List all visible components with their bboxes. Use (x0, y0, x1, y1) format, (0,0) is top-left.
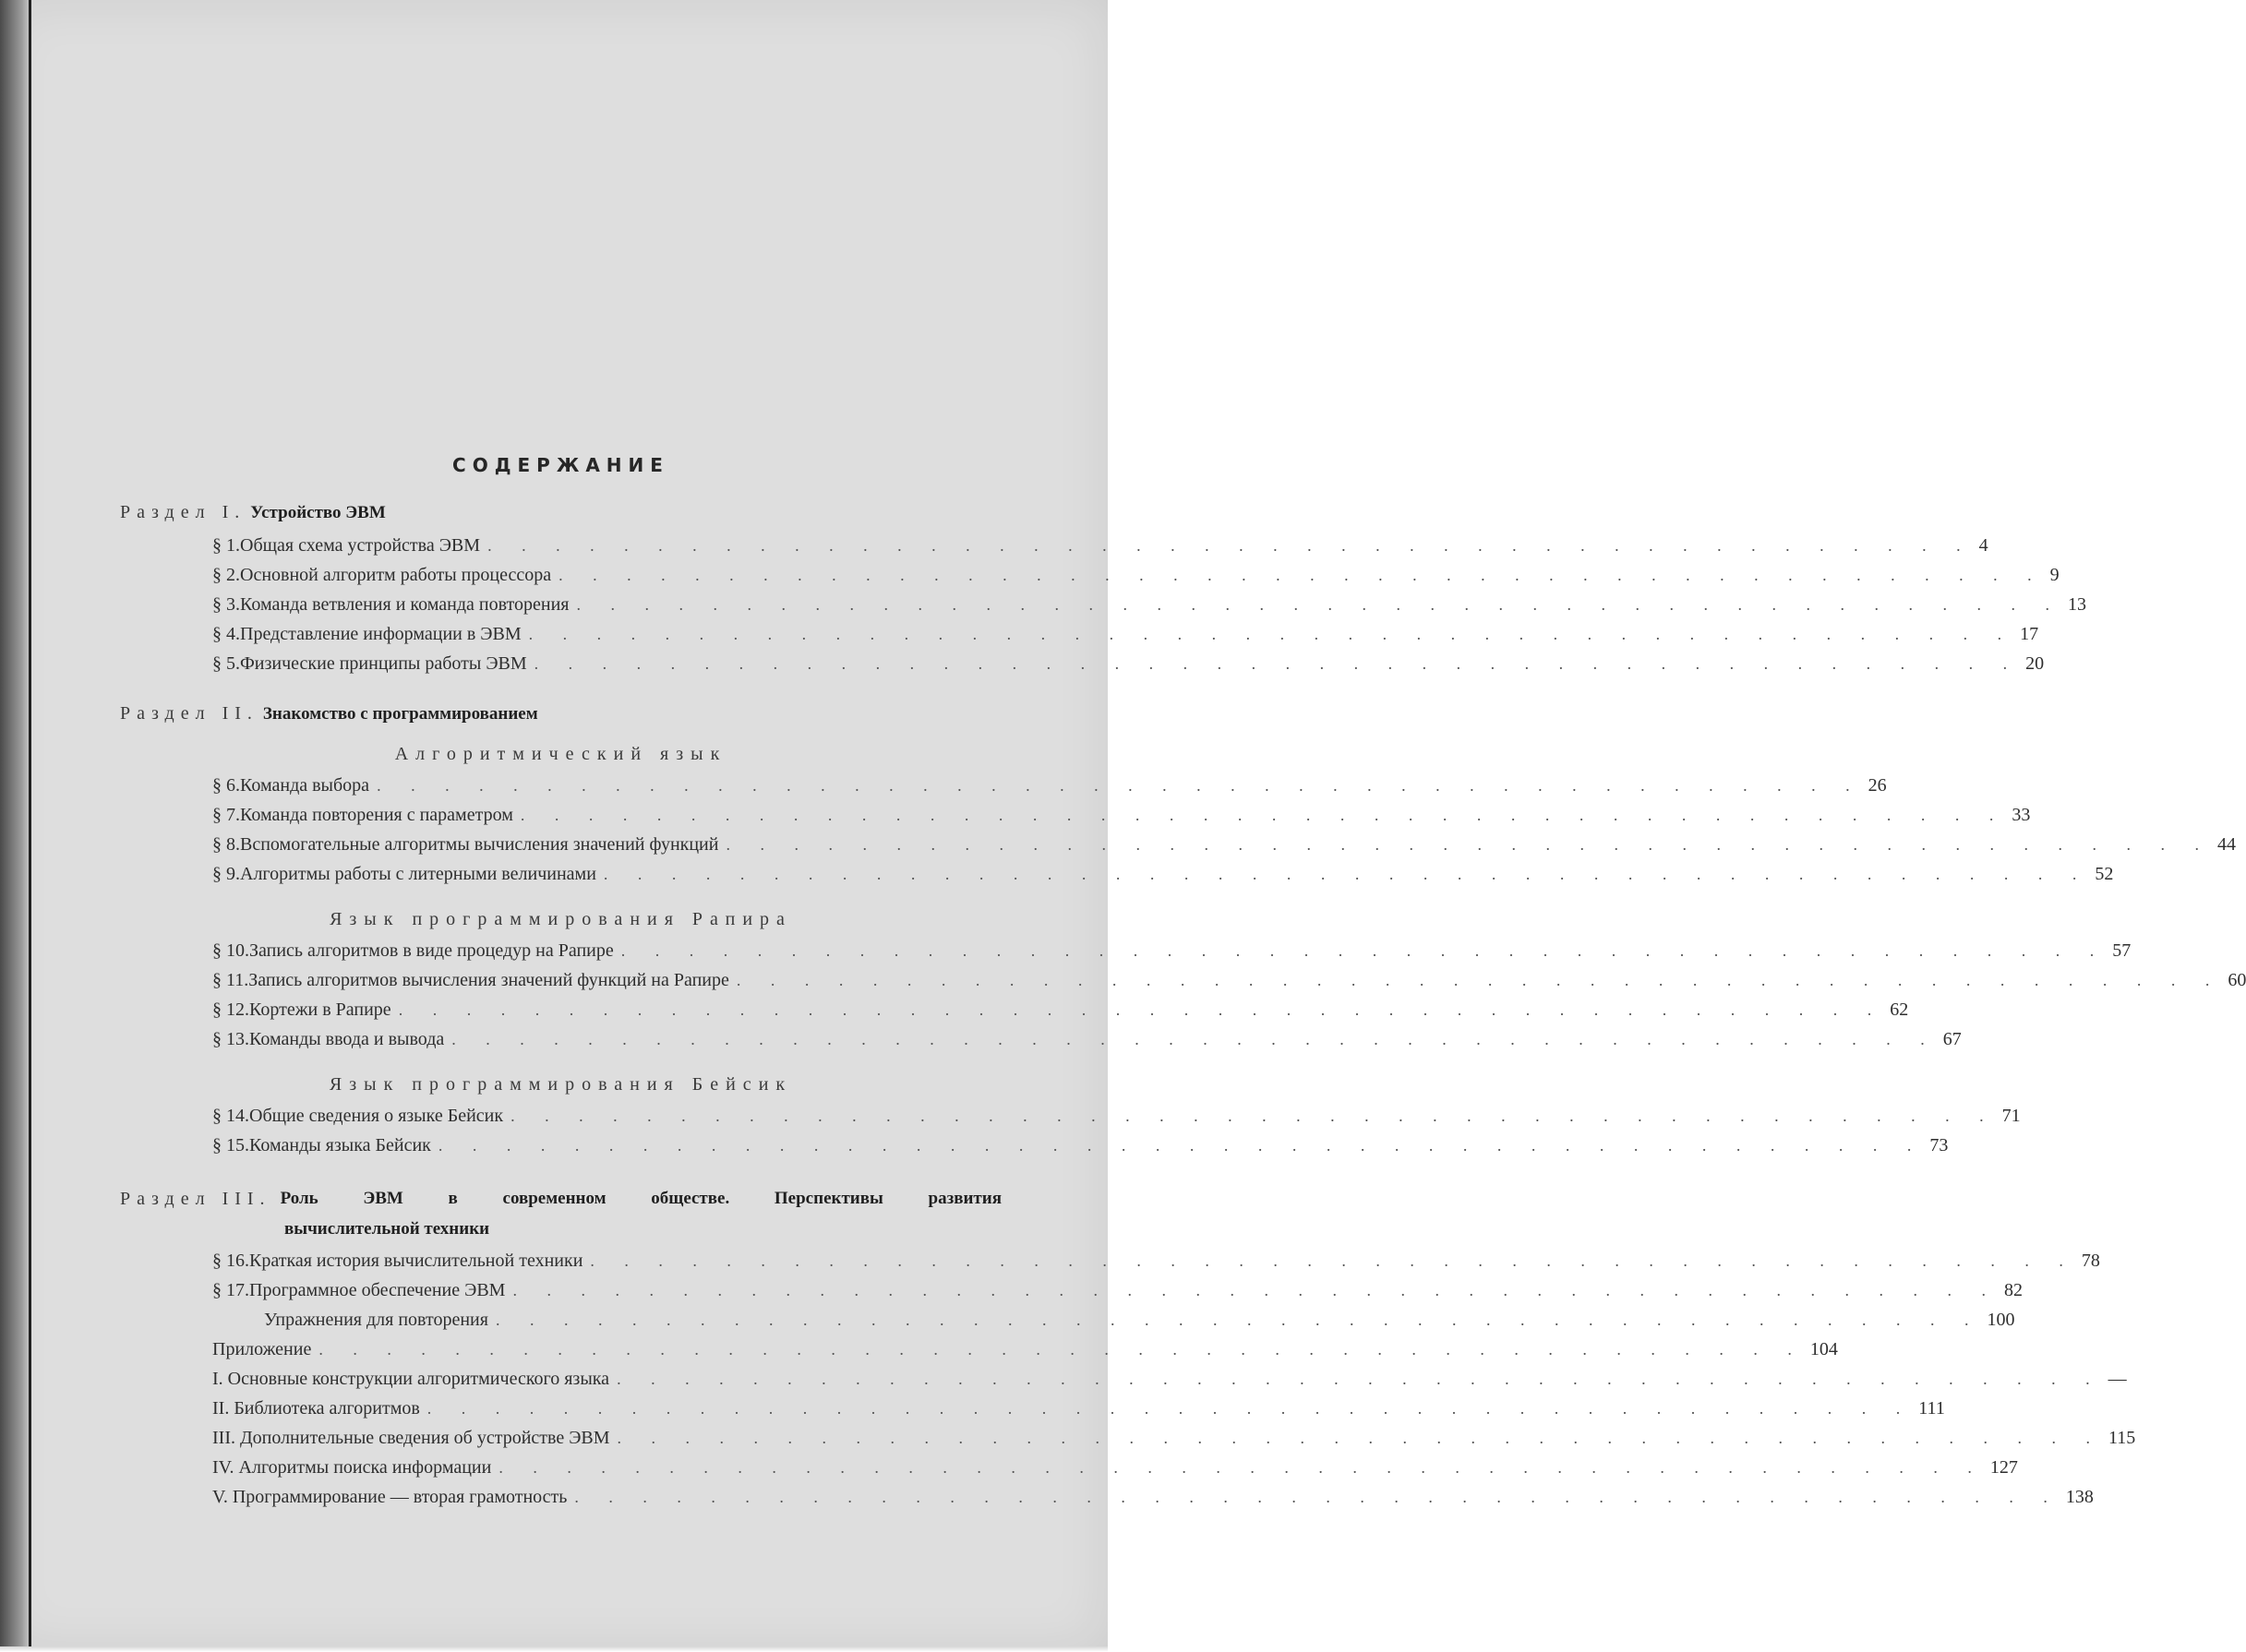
section-label: Раздел I. (120, 502, 246, 522)
dot-leader: . . . . . . . . . . . . . . . . . . . . . . . . . . . . . . . . . . . . . . . . . . . . (534, 654, 2021, 673)
dot-leader: . . . . . . . . . . . . . . . . . . . . . . . . . . . . . . . . . . . . . . . . . . . . (736, 971, 2223, 989)
entry-page-number: 138 (2065, 1487, 2094, 1507)
toc-entry[interactable] (212, 653, 2045, 683)
toc-entry[interactable] (212, 1135, 1949, 1165)
dot-leader: . . . . . . . . . . . . . . . . . . . . . . . . . . . . . . . . . . . . . . . . . . . . (512, 1281, 1999, 1299)
toc-entry[interactable] (212, 1280, 2023, 1310)
dot-leader: . . . . . . . . . . . . . . . . . . . . . . . . . . . . . . . . . . . . . . . . . . . . (576, 595, 2062, 614)
dot-leader: . . . . . . . . . . . . . . . . . . . . . . . . . . . . . . . . . . . . . . . . . . . . (617, 1370, 2103, 1388)
subheading-basic: Язык программирования Бейсик (329, 1074, 793, 1095)
toc-entry[interactable] (212, 1339, 1838, 1369)
section-2-heading (120, 699, 1002, 729)
page-edge (0, 1646, 1108, 1652)
toc-entry[interactable] (212, 805, 2031, 834)
entry-title: Общие сведения о языке Бейсик (249, 1106, 504, 1126)
dot-leader: . . . . . . . . . . . . . . . . . . . . . . . . . . . . . . . . . . . . . . . . . . . . (398, 1000, 1885, 1019)
dot-leader: . . . . . . . . . . . . . . . . . . . . . . . . . . . . . . . . . . . . . . . . . . . . (558, 566, 2045, 584)
entry-title: Краткая история вычислительной техники (249, 1251, 583, 1271)
toc-entry[interactable] (212, 1487, 2094, 1516)
entry-page-number: 67 (1942, 1029, 1962, 1049)
section-name: Знакомство с программированием (262, 704, 538, 724)
subheading-algorithmic-language: Алгоритмический язык (394, 744, 727, 764)
entry-page-number: 44 (2216, 834, 2236, 855)
toc-entry[interactable] (212, 864, 2114, 893)
entry-title: Упражнения для повторения (264, 1310, 488, 1330)
dot-leader: . . . . . . . . . . . . . . . . . . . . . . . . . . . . . . . . . . . . . . . . . . . . (487, 536, 1974, 555)
entry-page-number: — (2108, 1369, 2127, 1389)
toc-entry[interactable] (212, 1428, 2136, 1457)
toc-entry[interactable] (212, 535, 1988, 565)
entry-title: Кортежи в Рапире (249, 1000, 391, 1020)
toc-entry[interactable] (212, 1310, 2015, 1339)
entry-page-number: 115 (2108, 1428, 2136, 1448)
entry-title: III. Дополнительные сведения об устройстве ЭВМ (212, 1428, 610, 1448)
entry-page-number: 78 (2081, 1251, 2100, 1271)
entry-title: Алгоритмы работы с литерными величинами (240, 864, 596, 884)
toc-entry[interactable] (212, 1000, 1909, 1029)
dot-leader: . . . . . . . . . . . . . . . . . . . . . . . . . . . . . . . . . . . . . . . . . . . . (495, 1311, 1982, 1329)
entry-page-number: 17 (2020, 624, 2039, 644)
entry-page-number: 60 (2228, 970, 2246, 990)
toc-entry[interactable] (212, 594, 2086, 624)
entry-page-number: 111 (1918, 1398, 1945, 1419)
entry-page-number: 20 (2025, 653, 2045, 674)
entry-page-number: 127 (1989, 1457, 2018, 1478)
dot-leader: . . . . . . . . . . . . . . . . . . . . . . . . . . . . . . . . . . . . . . . . . . . . (377, 776, 1863, 795)
dot-leader: . . . . . . . . . . . . . . . . . . . . . . . . . . . . . . . . . . . . . . . . . . . . (520, 806, 2007, 824)
entry-title: Команда ветвления и команда повторения (240, 594, 570, 615)
toc-entry[interactable] (212, 1457, 2018, 1487)
entry-page-number: 33 (2012, 805, 2031, 825)
toc-entry[interactable] (212, 1398, 1945, 1428)
book-spine (0, 0, 31, 1652)
dot-leader: . . . . . . . . . . . . . . . . . . . . . . . . . . . . . . . . . . . . . . . . . . . . (438, 1136, 1925, 1155)
entry-page-number: 100 (1987, 1310, 2015, 1330)
section-3-heading (120, 1184, 1002, 1244)
page-title: СОДЕРЖАНИЕ (452, 454, 669, 476)
toc-entry[interactable] (212, 940, 2132, 970)
entry-number: § 3. (212, 594, 240, 615)
entry-number: § 2. (212, 565, 240, 585)
entry-number: § 5. (212, 653, 240, 674)
entry-page-number: 73 (1929, 1135, 1949, 1155)
entry-title: Команды ввода и вывода (249, 1029, 445, 1049)
dot-leader: . . . . . . . . . . . . . . . . . . . . . . . . . . . . . . . . . . . . . . . . . . . . (603, 865, 2090, 883)
entry-number: § 14. (212, 1106, 249, 1126)
toc-entry[interactable] (212, 565, 2060, 594)
toc-entry[interactable] (212, 1106, 2021, 1135)
dot-leader: . . . . . . . . . . . . . . . . . . . . . . . . . . . . . . . . . . . . . . . . . . . . (426, 1399, 1914, 1418)
entry-page-number: 4 (1978, 535, 1988, 556)
section-name: Роль ЭВМ в современном обществе. Перспективы развития (280, 1189, 1002, 1208)
dot-leader: . . . . . . . . . . . . . . . . . . . . . . . . . . . . . . . . . . . . . . . . . . . . (451, 1030, 1938, 1048)
dot-leader: . . . . . . . . . . . . . . . . . . . . . . . . . . . . . . . . . . . . . . . . . . . . (510, 1107, 1997, 1125)
entry-title: IV. Алгоритмы поиска информации (212, 1457, 492, 1478)
entry-title: Вспомогательные алгоритмы вычисления значений функций (240, 834, 719, 855)
entry-title: Запись алгоритмов в виде процедур на Рапире (249, 940, 614, 961)
section-label: Раздел II. (120, 703, 258, 724)
dot-leader: . . . . . . . . . . . . . . . . . . . . . . . . . . . . . . . . . . . . . . . . . . . . (617, 1429, 2104, 1447)
section-label: Раздел III. (120, 1189, 271, 1209)
entry-number: § 11. (212, 970, 249, 990)
section-name-continued: вычислительной техники (284, 1219, 490, 1239)
entry-page-number: 26 (1868, 775, 1887, 796)
entry-page-number: 9 (2049, 565, 2060, 585)
entry-page-number: 52 (2095, 864, 2114, 884)
entry-title: Приложение (212, 1339, 312, 1359)
entry-page-number: 82 (2003, 1280, 2023, 1300)
entry-number: § 9. (212, 864, 240, 884)
entry-title: Физические принципы работы ЭВМ (240, 653, 527, 674)
entry-title: II. Библиотека алгоритмов (212, 1398, 420, 1419)
entry-number: § 15. (212, 1135, 249, 1155)
entry-page-number: 62 (1890, 1000, 1909, 1020)
entry-title: Программное обеспечение ЭВМ (249, 1280, 506, 1300)
entry-title: Запись алгоритмов вычисления значений функций на Рапире (248, 970, 729, 990)
section-1-heading (120, 497, 1002, 528)
dot-leader: . . . . . . . . . . . . . . . . . . . . . . . . . . . . . . . . . . . . . . . . . . . . (726, 835, 2212, 854)
entry-number: § 6. (212, 775, 240, 796)
toc-entry[interactable] (212, 1251, 2100, 1280)
entry-page-number: 104 (1809, 1339, 1838, 1359)
entry-number: § 7. (212, 805, 240, 825)
entry-number: § 12. (212, 1000, 249, 1020)
dot-leader: . . . . . . . . . . . . . . . . . . . . . . . . . . . . . . . . . . . . . . . . . . . . (528, 625, 2015, 643)
entry-title: Основной алгоритм работы процессора (240, 565, 552, 585)
entry-title: Общая схема устройства ЭВМ (240, 535, 481, 556)
subheading-rapira: Язык программирования Рапира (330, 909, 792, 929)
dot-leader: . . . . . . . . . . . . . . . . . . . . . . . . . . . . . . . . . . . . . . . . . . . . (620, 941, 2108, 960)
entry-title: Команда повторения с параметром (240, 805, 513, 825)
dot-leader: . . . . . . . . . . . . . . . . . . . . . . . . . . . . . . . . . . . . . . . . . . . . (574, 1488, 2060, 1506)
entry-title: V. Программирование — вторая грамотность (212, 1487, 568, 1507)
entry-page-number: 71 (2001, 1106, 2021, 1126)
entry-title: Команды языка Бейсик (249, 1135, 431, 1155)
entry-number: § 16. (212, 1251, 249, 1271)
toc-entry[interactable] (212, 624, 2039, 653)
toc-entry[interactable] (212, 775, 1887, 805)
entry-number: § 4. (212, 624, 240, 644)
entry-page-number: 13 (2067, 594, 2086, 615)
section-name: Устройство ЭВМ (250, 503, 386, 522)
dot-leader: . . . . . . . . . . . . . . . . . . . . . . . . . . . . . . . . . . . . . . . . . . . . (498, 1458, 1985, 1477)
toc-entry[interactable] (212, 1029, 1962, 1059)
spine-edge (29, 0, 31, 1652)
dot-leader: . . . . . . . . . . . . . . . . . . . . . . . . . . . . . . . . . . . . . . . . . . . . (318, 1340, 1805, 1359)
entry-title: I. Основные конструкции алгоритмического языка (212, 1369, 610, 1389)
toc-entry[interactable] (212, 970, 2246, 1000)
entry-number: § 17. (212, 1280, 249, 1300)
entry-title: Команда выбора (240, 775, 370, 796)
dot-leader: . . . . . . . . . . . . . . . . . . . . . . . . . . . . . . . . . . . . . . . . . . . . (590, 1251, 2076, 1270)
toc-entry[interactable] (212, 1369, 2127, 1398)
entry-number: § 8. (212, 834, 240, 855)
entry-number: § 13. (212, 1029, 249, 1049)
entry-number: § 1. (212, 535, 240, 556)
entry-page-number: 57 (2112, 940, 2132, 961)
entry-title: Представление информации в ЭВМ (240, 624, 522, 644)
toc-entry[interactable] (212, 834, 2236, 864)
entry-number: § 10. (212, 940, 249, 961)
